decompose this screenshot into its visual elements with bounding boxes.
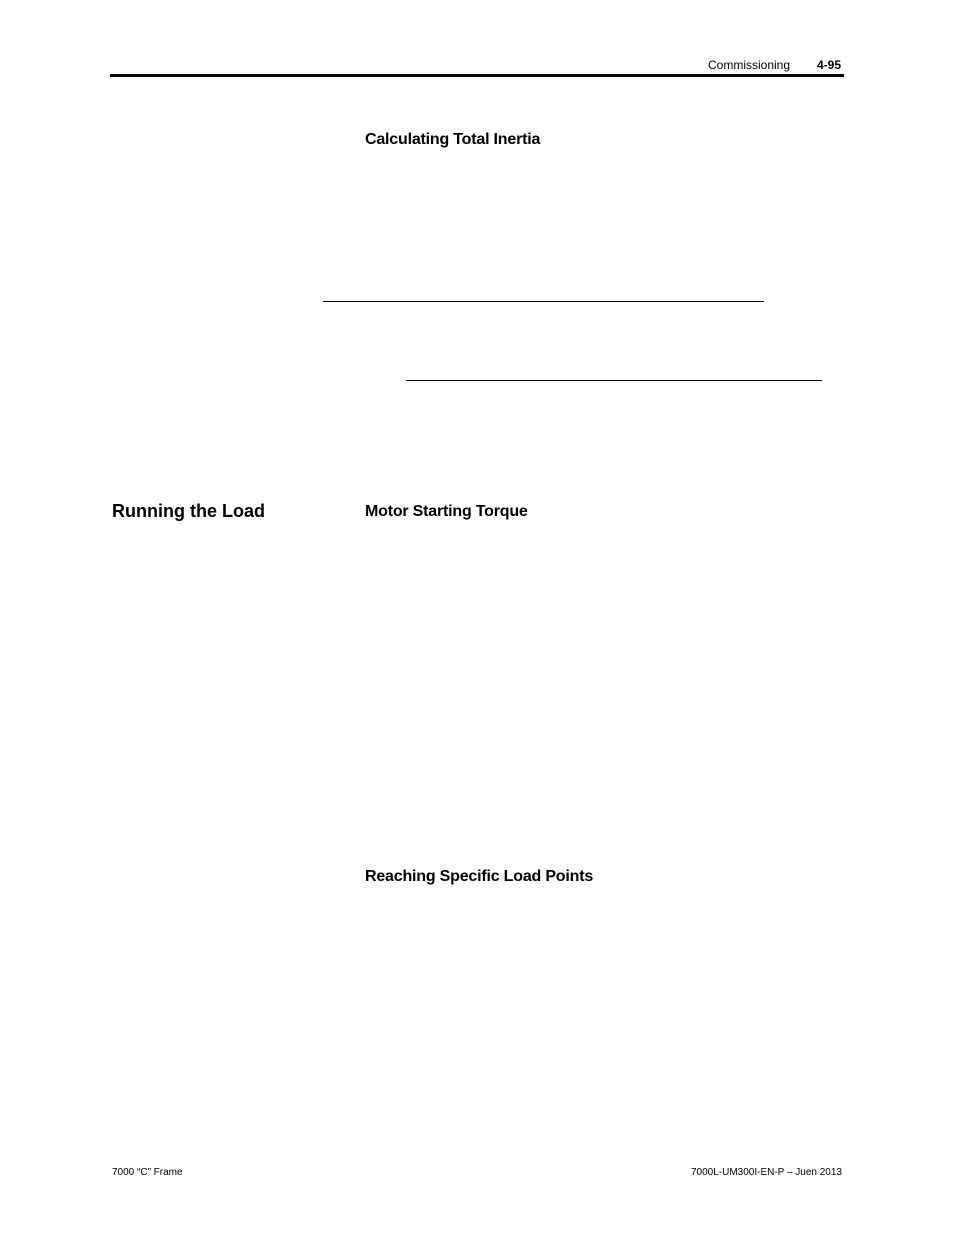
running-the-load-heading: Running the Load [112,501,265,521]
header-page-number: 4-95 [817,58,842,72]
calculating-total-inertia-heading: Calculating Total Inertia [365,131,541,148]
footer-product: 7000 “C” Frame [112,1167,183,1178]
footer-document-id: 7000L-UM300I-EN-P – Juen 2013 [690,1167,842,1178]
header-rule [110,74,844,77]
formula-line-1 [323,301,764,302]
header-section-title: Commissioning [708,58,791,72]
reaching-specific-load-points-heading: Reaching Specific Load Points [365,868,594,885]
formula-line-2 [406,380,822,381]
motor-starting-torque-heading: Motor Starting Torque [365,503,528,520]
